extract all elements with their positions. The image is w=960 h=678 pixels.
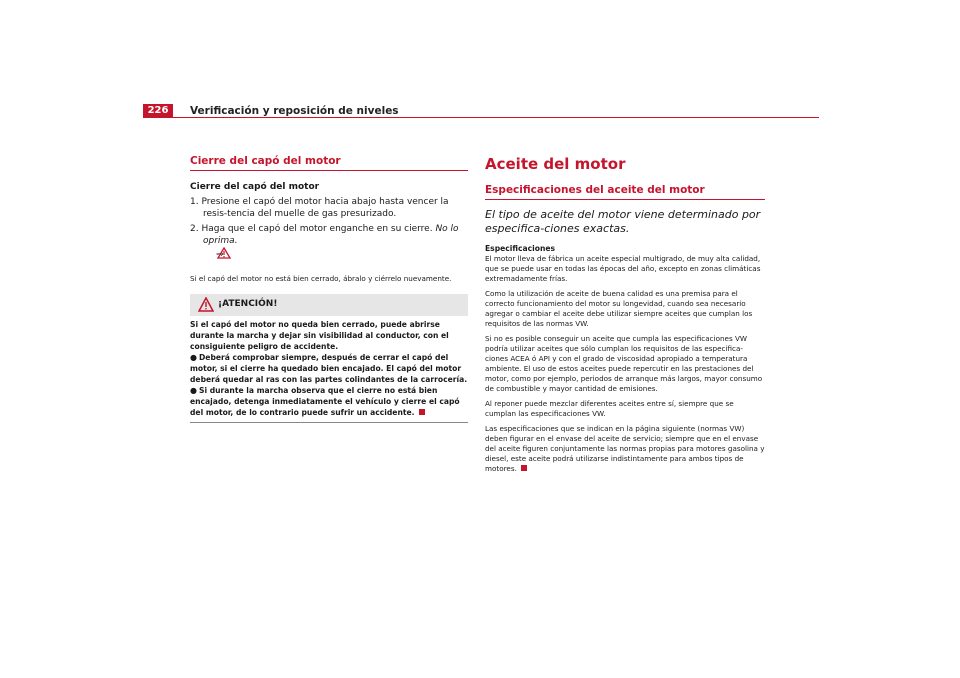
warning-bullet <box>190 352 468 385</box>
subheading-specs: Especificaciones <box>485 244 556 253</box>
step-2-emphasis: No lo oprima. <box>203 224 459 246</box>
warning-bullet-text: Deberá comprobar siempre, después de cerrar el capó del motor, si el cierre ha quedado bien encajado. El capó del motor deberá quedar al ras con las partes colindantes de la carrocería. <box>190 353 468 384</box>
paragraph-text: Las especificaciones que se indican en la página siguiente (normas VW) deben figurar en el envase del aceite de servicio; siempre que en el envase del aceite figuren conjuntamente las normas propias para motores gasolina y diesel, este aceite podrá utilizarse indistintamente para ambos tipos de motores. <box>485 424 765 473</box>
note-text: Si el capó del motor no está bien cerrado, ábralo y ciérrelo nuevamente. <box>190 274 452 283</box>
step-1: 1. Presione el capó del motor hacia abajo hasta vencer la resis-tencia del muelle de gas presurizado. <box>190 197 449 219</box>
subheading-hood: Cierre del capó del motor <box>190 182 320 192</box>
chapter-title: Aceite del motor <box>485 155 626 173</box>
left-column <box>190 155 468 423</box>
bullet-icon: ● <box>190 386 197 395</box>
cross-ref-arrow: ⇒ <box>216 250 224 260</box>
step-2-text: 2. Haga que el capó del motor enganche en su cierre. <box>190 224 433 234</box>
paragraph: Como la utilización de aceite de buena calidad es una premisa para el correcto funcionamiento del motor su longevidad, cuando sea necesario agregar o cambiar el aceite debe utilizar siempre aceites que cumplan los requisitos de las normas VW. <box>485 289 753 328</box>
intro-text: El tipo de aceite del motor viene determinado por especifica-ciones exactas. <box>485 208 761 235</box>
section-title-oil: Especificaciones del aceite del motor <box>485 184 765 200</box>
paragraph: Si no es posible conseguir un aceite que cumpla las especificaciones VW podría utilizar aceites que sólo cumplan los requisitos de las especifica-ciones ACEA ó API y con el grado de viscosidad apropiado a temperatura ambiente. El uso de estos aceites puede repercutir en las prestaciones del motor, como por ejemplo, periodos de arranque más largos, mayor consumo de combustible y mayor cantidad de emisiones. <box>485 334 763 393</box>
warning-triangle-icon <box>230 247 231 263</box>
header-divider <box>173 117 819 118</box>
running-header-title: Verificación y reposición de niveles <box>190 105 399 117</box>
bullet-icon: ● <box>190 353 197 362</box>
right-column <box>485 155 765 479</box>
warning-label: ¡ATENCIÓN! <box>218 299 278 309</box>
warning-header <box>190 294 468 316</box>
warning-box <box>190 294 468 423</box>
paragraph-last <box>485 424 765 474</box>
warning-bullet <box>190 385 468 418</box>
paragraph: Al reponer puede mezclar diferentes aceites entre sí, siempre que se cumplan las especificaciones VW. <box>485 399 734 418</box>
end-of-section-icon <box>521 465 527 471</box>
warning-triangle-icon <box>198 297 214 316</box>
warning-bullet-text: Si durante la marcha observa que el cierre no está bien encajado, detenga inmediatamente el vehículo y cierre el capó del motor, de lo contrario puede sufrir un accidente. <box>190 386 460 417</box>
page-number: 226 <box>143 104 173 118</box>
section-title-hood: Cierre del capó del motor <box>190 155 468 171</box>
paragraph: El motor lleva de fábrica un aceite especial multigrado, de muy alta calidad, que se puede usar en todas las épocas del año, excepto en zonas climáticas extremadamente frías. <box>485 254 761 283</box>
warning-body <box>190 316 468 422</box>
warning-intro: Si el capó del motor no queda bien cerrado, puede abrirse durante la marcha y dejar sin visibilidad al conductor, con el consiguiente peligro de accidente. <box>190 320 449 351</box>
end-of-section-icon <box>419 409 425 415</box>
step-2 <box>190 223 468 263</box>
